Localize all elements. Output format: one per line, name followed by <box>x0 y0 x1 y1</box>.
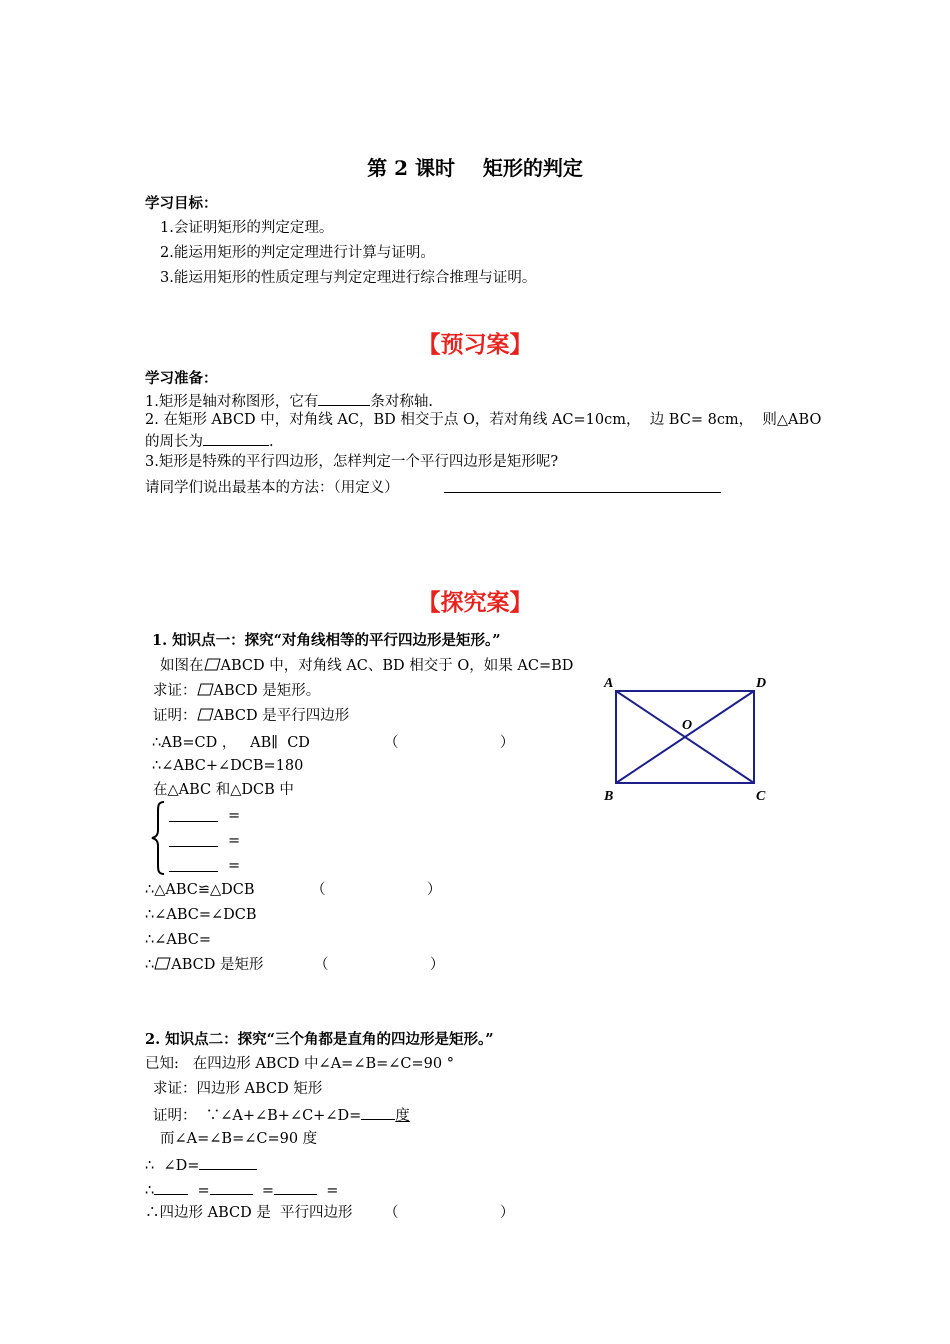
blank-cond-3[interactable] <box>169 871 218 872</box>
blank-angle-d[interactable] <box>199 1155 257 1170</box>
objective-item-1: 1.会证明矩形的判定定理。 <box>160 220 334 236</box>
k1-prove: 求证： ABCD 是矩形。 <box>153 683 321 699</box>
blank-axis-count[interactable] <box>318 391 370 406</box>
k1-step-6: ∴∠ABC= <box>145 932 212 948</box>
k1-step-1: ∴AB=CD ， AB∥ CD <box>152 735 310 751</box>
vertex-label-a: A <box>604 676 614 691</box>
k2-step-2: 而∠A=∠B=∠C=90 度 <box>160 1131 318 1147</box>
center-label-o: O <box>682 718 693 733</box>
blank-perimeter[interactable] <box>203 431 269 446</box>
k1-step-4: ∴△ABC≌△DCB <box>145 882 255 898</box>
prep-q2-line1: 2. 在矩形 ABCD 中，对角线 AC，BD 相交于点 O，若对角线 AC=10cm， 边 BC= 8cm， 则△ABO <box>145 412 822 428</box>
k1-given: 如图在 ABCD 中，对角线 AC、BD 相交于 O，如果 AC=BD <box>160 658 574 674</box>
prep-q1: 1.矩形是轴对称图形，它有 条对称轴. <box>145 391 433 411</box>
k2-heading: 2. 知识点二：探究“三个角都是直角的四边形是矩形。” <box>145 1031 494 1048</box>
vertex-label-d: D <box>756 676 767 691</box>
cond-eq-3: = <box>228 858 241 874</box>
cond-eq-2: = <box>228 833 241 849</box>
preview-heading: 【预习案】 <box>417 331 533 358</box>
prep-q2-line2: 的周长为 . <box>145 431 274 451</box>
k2-prove: 求证：四边形 ABCD 矩形 <box>153 1081 323 1097</box>
blank-side-3[interactable] <box>274 1180 317 1195</box>
page-title: 第 2 课时 矩形的判定 <box>367 156 583 180</box>
k1-step-5: ∴∠ABC=∠DCB <box>145 907 257 923</box>
prep-q4: 请同学们说出最基本的方法：（用定义） <box>145 480 399 496</box>
prep-heading: 学习准备： <box>145 370 218 387</box>
k2-step-3: ∴ ∠D= <box>145 1155 257 1175</box>
k2-step-5-reason[interactable]: （ ） <box>384 1205 515 1221</box>
parallelogram-symbol <box>154 957 171 970</box>
k2-given: 已知: 在四边形 ABCD 中∠A=∠B=∠C=90 ° <box>145 1056 454 1072</box>
blank-definition-method[interactable] <box>444 492 721 493</box>
k1-proof: 证明： ABCD 是平行四边形 <box>153 708 350 724</box>
k1-step-7-reason[interactable]: （ ） <box>314 957 445 973</box>
vertex-label-b: B <box>604 789 614 804</box>
blank-angle-sum[interactable] <box>361 1105 395 1120</box>
k1-step-7: ∴ ABCD 是矩形 <box>145 957 264 973</box>
parallelogram-symbol <box>197 683 214 696</box>
blank-side-2[interactable] <box>210 1180 253 1195</box>
k1-heading: 1. 知识点一：探究“对角线相等的平行四边形是矩形。” <box>152 632 501 649</box>
objective-item-2: 2.能运用矩形的判定定理进行计算与证明。 <box>160 245 435 261</box>
blank-cond-1[interactable] <box>169 821 218 822</box>
k1-step-3: 在△ABC 和△DCB 中 <box>153 782 294 798</box>
rectangle-figure <box>598 670 778 810</box>
objectives-heading: 学习目标： <box>145 195 218 212</box>
objective-item-3: 3.能运用矩形的性质定理与判定定理进行综合推理与证明。 <box>160 270 537 286</box>
k1-step-2: ∴∠ABC+∠DCB=180 <box>152 758 304 774</box>
cond-eq-1: = <box>228 808 241 824</box>
blank-cond-2[interactable] <box>169 846 218 847</box>
explore-heading: 【探究案】 <box>417 589 533 616</box>
prep-q3: 3.矩形是特殊的平行四边形，怎样判定一个平行四边形是矩形呢? <box>145 454 559 470</box>
k1-step-1-reason[interactable]: （ ） <box>384 735 515 751</box>
k2-step-4: ∴ = = = <box>145 1180 338 1200</box>
parallelogram-symbol <box>204 658 221 671</box>
blank-side-1[interactable] <box>154 1180 188 1195</box>
vertex-label-c: C <box>756 789 766 804</box>
k1-step-4-reason[interactable]: （ ） <box>311 882 442 898</box>
left-brace <box>150 800 166 876</box>
k2-proof: 证明： ∵∠A+∠B+∠C+∠D= 度 <box>153 1105 410 1125</box>
k2-step-5: ∴四边形 ABCD 是 平行四边形 <box>145 1205 353 1221</box>
parallelogram-symbol <box>197 708 214 721</box>
